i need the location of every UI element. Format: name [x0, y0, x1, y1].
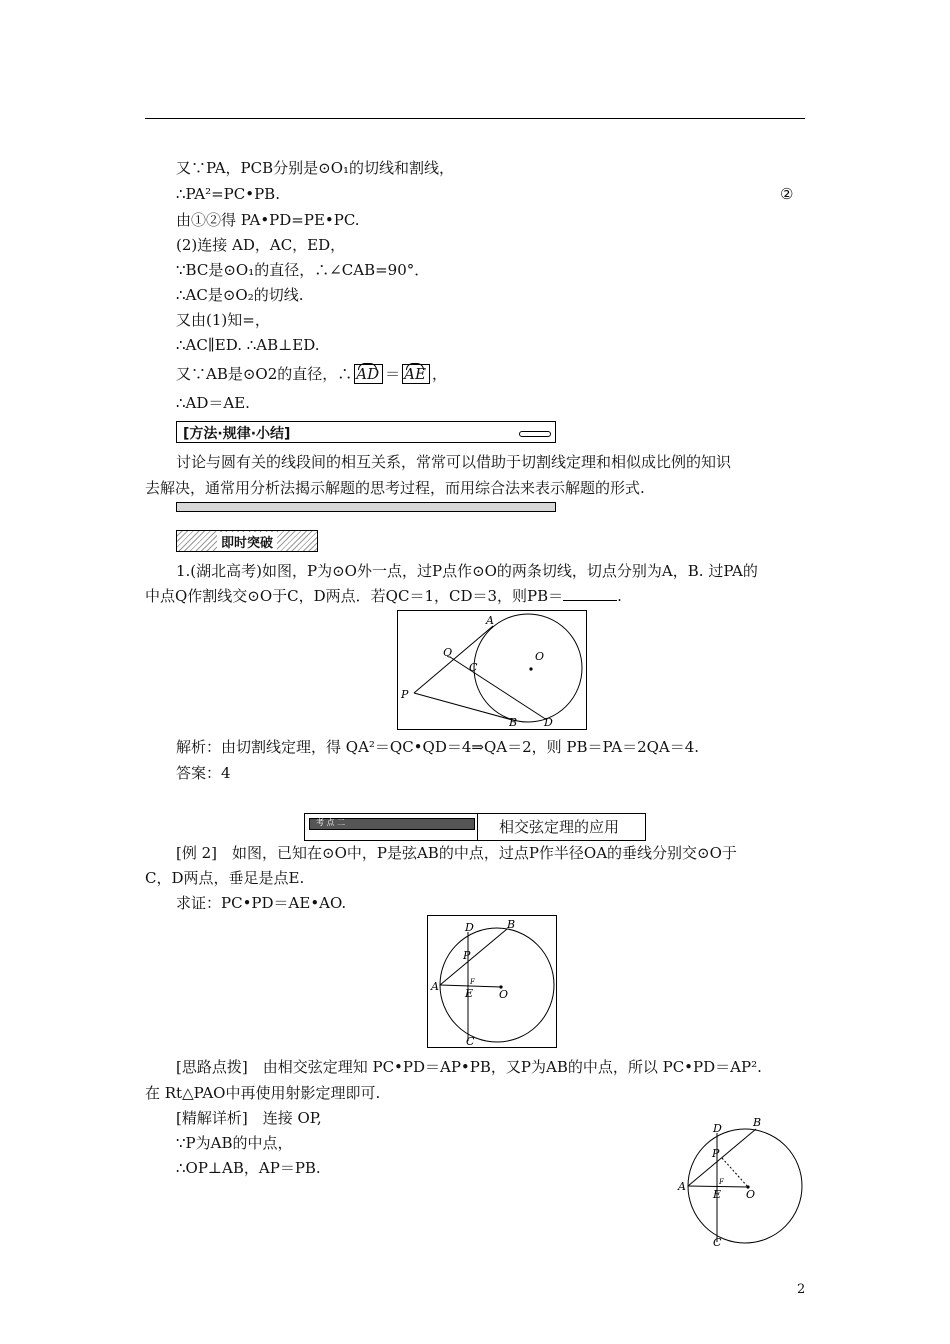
point-label: P	[712, 1147, 720, 1160]
point-label: A	[486, 614, 494, 627]
text-segment: 又∵AB是⊙O2的直径，∴	[176, 365, 353, 383]
detail-line: [精解详析] 连接 OP,	[176, 1109, 322, 1127]
text-line: (2)连接 AD，AC，ED，	[176, 236, 346, 254]
point-label: O	[535, 650, 545, 663]
center-o	[529, 667, 532, 670]
arc-label: AD	[356, 365, 380, 383]
answer-line: 答案：4	[176, 764, 231, 782]
text-line: 又∵PA，PCB分别是⊙O₁的切线和割线，	[176, 159, 455, 177]
point-label: A	[678, 1180, 686, 1193]
text-line: 由①②得 PA•PD=PE•PC.	[176, 211, 360, 229]
question-line	[145, 586, 622, 606]
point-label: A	[431, 980, 439, 993]
point-label: B	[753, 1116, 762, 1129]
instant-tag-label: 即时突破	[217, 532, 277, 551]
point-label: F	[719, 1178, 724, 1186]
point-label: P	[463, 949, 471, 962]
example-line: 求证：PC•PD＝AE•AO.	[176, 894, 347, 912]
point-label: C	[466, 1035, 475, 1048]
point-label: Q	[443, 646, 453, 659]
equation-number: ②	[780, 185, 794, 203]
arc-box	[402, 364, 430, 384]
point-label: E	[465, 987, 474, 1000]
point-label: E	[713, 1188, 722, 1201]
point-label: B	[507, 918, 516, 931]
point-label: O	[499, 988, 509, 1001]
point-label: O	[746, 1188, 756, 1201]
solution-line: 解析：由切割线定理，得 QA²＝QC•QD＝4⇒QA＝2，则 PB＝PA＝2QA＝4.	[176, 738, 700, 756]
hint-line: [思路点拨] 由相交弦定理知 PC•PD＝AP•PB，又P为AB的中点，所以 PC•PD＝AP².	[176, 1058, 762, 1076]
example-line: [例 2] 如图，已知在⊙O中，P是弦AB的中点，过点P作半径OA的垂线分别交⊙O于	[176, 844, 737, 862]
text-line: ∴AC∥ED. ∴AB⊥ED.	[176, 336, 320, 354]
text-segment: ＝	[385, 365, 401, 383]
point-label: B	[509, 716, 518, 729]
question-line: 1.(湖北高考)如图，P为⊙O外一点，过P点作⊙O的两条切线，切点分别为A，B. 过PA的	[176, 562, 758, 580]
circle-o	[474, 614, 582, 722]
kaodian-divider	[477, 814, 478, 840]
secant-qd	[450, 657, 547, 720]
arc-box	[354, 364, 383, 384]
bar-decoration	[519, 431, 551, 437]
text-segment: .	[617, 587, 622, 605]
tangent-pb	[414, 693, 516, 721]
point-label: P	[401, 688, 409, 701]
kaodian-tab-label: 考 点 二	[316, 818, 346, 827]
point-label: C	[713, 1236, 722, 1248]
circle-o	[440, 928, 554, 1042]
detail-line: ∴OP⊥AB，AP＝PB.	[176, 1159, 321, 1177]
paragraph-line: 讨论与圆有关的线段间的相互关系，常常可以借助于切割线定理和相似成比例的知识	[176, 453, 732, 471]
point-label: F	[470, 978, 475, 986]
header-rule	[145, 118, 805, 119]
answer-blank	[563, 586, 617, 601]
segment-op	[722, 1158, 748, 1187]
page-number: 2	[797, 1282, 806, 1297]
figure-frame	[428, 916, 557, 1048]
kaodian-header	[304, 813, 646, 841]
point-label: D	[713, 1122, 722, 1135]
figure-chords	[427, 915, 557, 1048]
point-label: C	[469, 661, 478, 674]
chord-ab	[440, 929, 507, 985]
paragraph-line: 去解决，通常用分析法揭示解题的思考过程，而用综合法来表示解题的形式.	[145, 479, 645, 497]
hint-line: 在 Rt△PAO中再使用射影定理即可.	[145, 1084, 381, 1102]
point-label: D	[465, 921, 474, 934]
method-heading-bar	[176, 421, 556, 443]
instant-tag	[176, 530, 318, 552]
point-label: D	[544, 716, 553, 729]
kaodian-tab	[309, 818, 475, 830]
method-heading: [方法·规律·小结]	[183, 426, 291, 442]
arc-label: AE	[404, 365, 426, 383]
text-segment: 中点Q作割线交⊙O于C，D两点．若QC＝1，CD＝3，则PB＝	[145, 587, 564, 605]
text-line: ∴AC是⊙O₂的切线.	[176, 286, 304, 304]
text-line: ∴AD＝AE.	[176, 394, 250, 412]
text-line: ∵BC是⊙O₁的直径，∴∠CAB=90°．	[176, 261, 430, 279]
figure-chords-op	[673, 1113, 808, 1248]
figure-tangent-secant	[397, 610, 587, 730]
example-line: C，D两点，垂足是点E.	[145, 869, 305, 887]
text-segment: ，	[431, 365, 447, 383]
kaodian-title: 相交弦定理的应用	[499, 818, 620, 836]
radius-oa	[688, 1186, 748, 1187]
text-line: 又由(1)知=，	[176, 311, 270, 329]
detail-line: ∵P为AB的中点，	[176, 1134, 293, 1152]
text-line	[176, 364, 447, 384]
text-line: ∴PA²=PC•PB.	[176, 185, 280, 203]
method-end-bar	[176, 502, 556, 512]
